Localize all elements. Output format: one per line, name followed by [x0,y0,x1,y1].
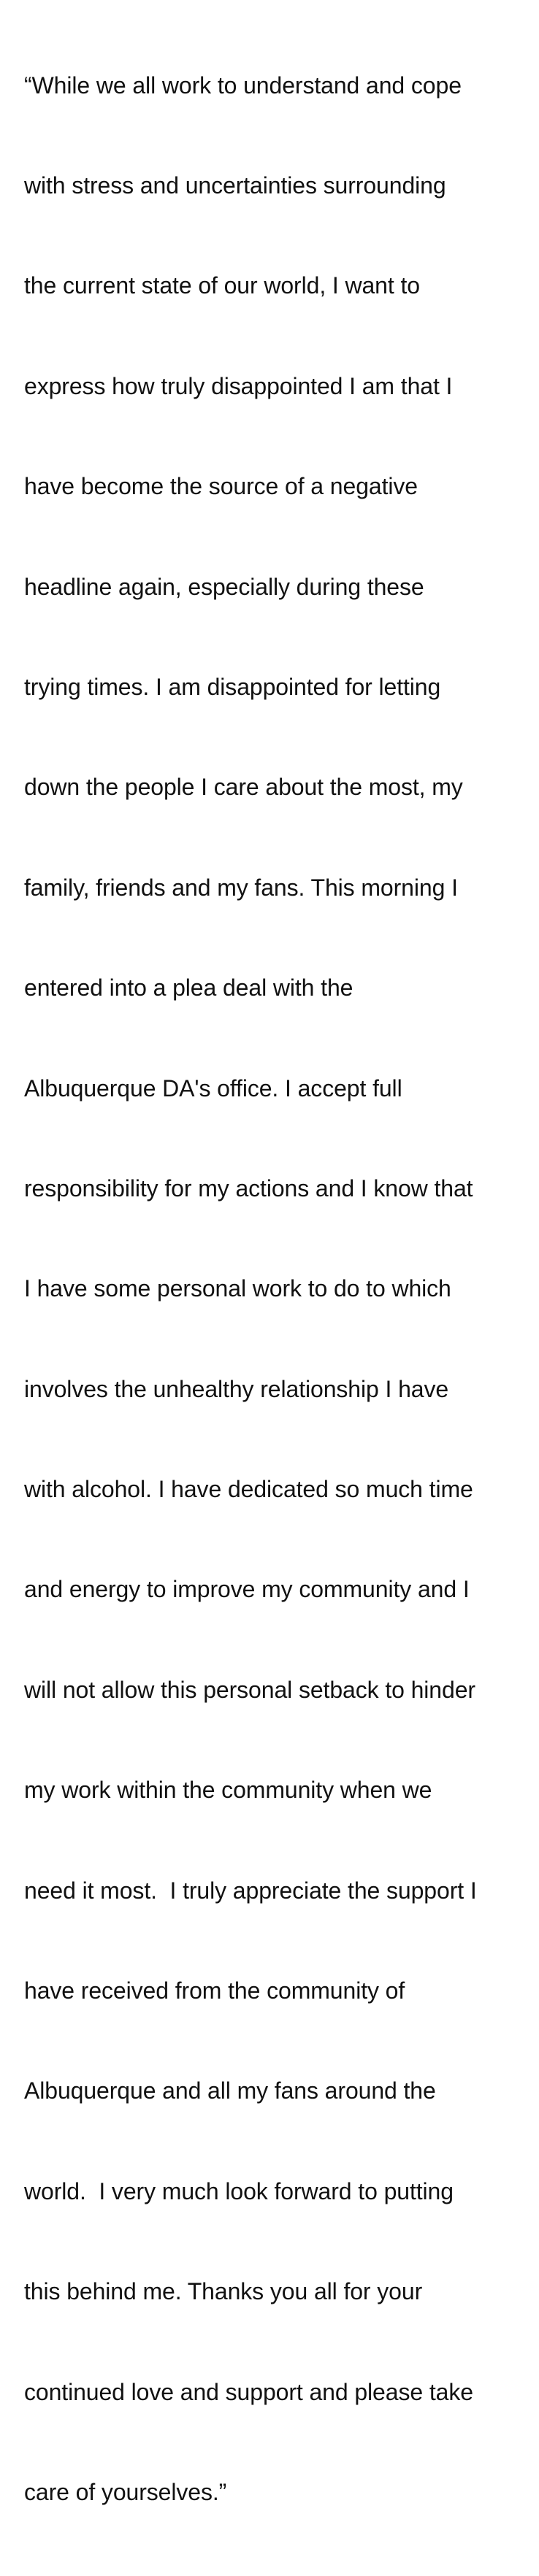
statement-line: I have some personal work to do to which [24,1275,451,1302]
statement-line: continued love and support and please take [24,2378,473,2405]
statement-line: headline again, especially during these [24,573,424,600]
statement-line: down the people I care about the most, my [24,774,463,801]
statement-line: family, friends and my fans. This morning I [24,874,458,901]
statement-line: this behind me. Thanks you all for your [24,2278,423,2305]
statement-line: with alcohol. I have dedicated so much time [24,1476,473,1503]
statement-line: the current state of our world, I want to [24,272,420,299]
statement-line: entered into a plea deal with the [24,974,353,1001]
statement-line: “While we all work to understand and cope [24,72,462,99]
statement-line: have received from the community of [24,1977,405,2004]
statement-line: responsibility for my actions and I know that [24,1174,473,1202]
statement-line: will not allow this personal setback to hinder [24,1676,475,1703]
statement-text [24,2,535,2576]
statement-line: with stress and uncertainties surrounding [24,172,446,199]
statement-line: need it most. I truly appreciate the support I [24,1877,477,1904]
statement-line: my work within the community when we [24,1777,432,1804]
statement-line: Albuquerque and all my fans around the [24,2077,436,2104]
statement-line: Albuquerque DA's office. I accept full [24,1074,402,1101]
statement-line: and energy to improve my community and I [24,1576,470,1603]
statement-line: involves the unhealthy relationship I have [24,1375,449,1402]
statement-line: express how truly disappointed I am that I [24,372,453,399]
statement-line: trying times. I am disappointed for letting [24,673,441,700]
statement-line: world. I very much look forward to putting [24,2177,454,2204]
statement-line: have become the source of a negative [24,473,418,500]
statement-line: care of yourselves.” [24,2478,227,2505]
